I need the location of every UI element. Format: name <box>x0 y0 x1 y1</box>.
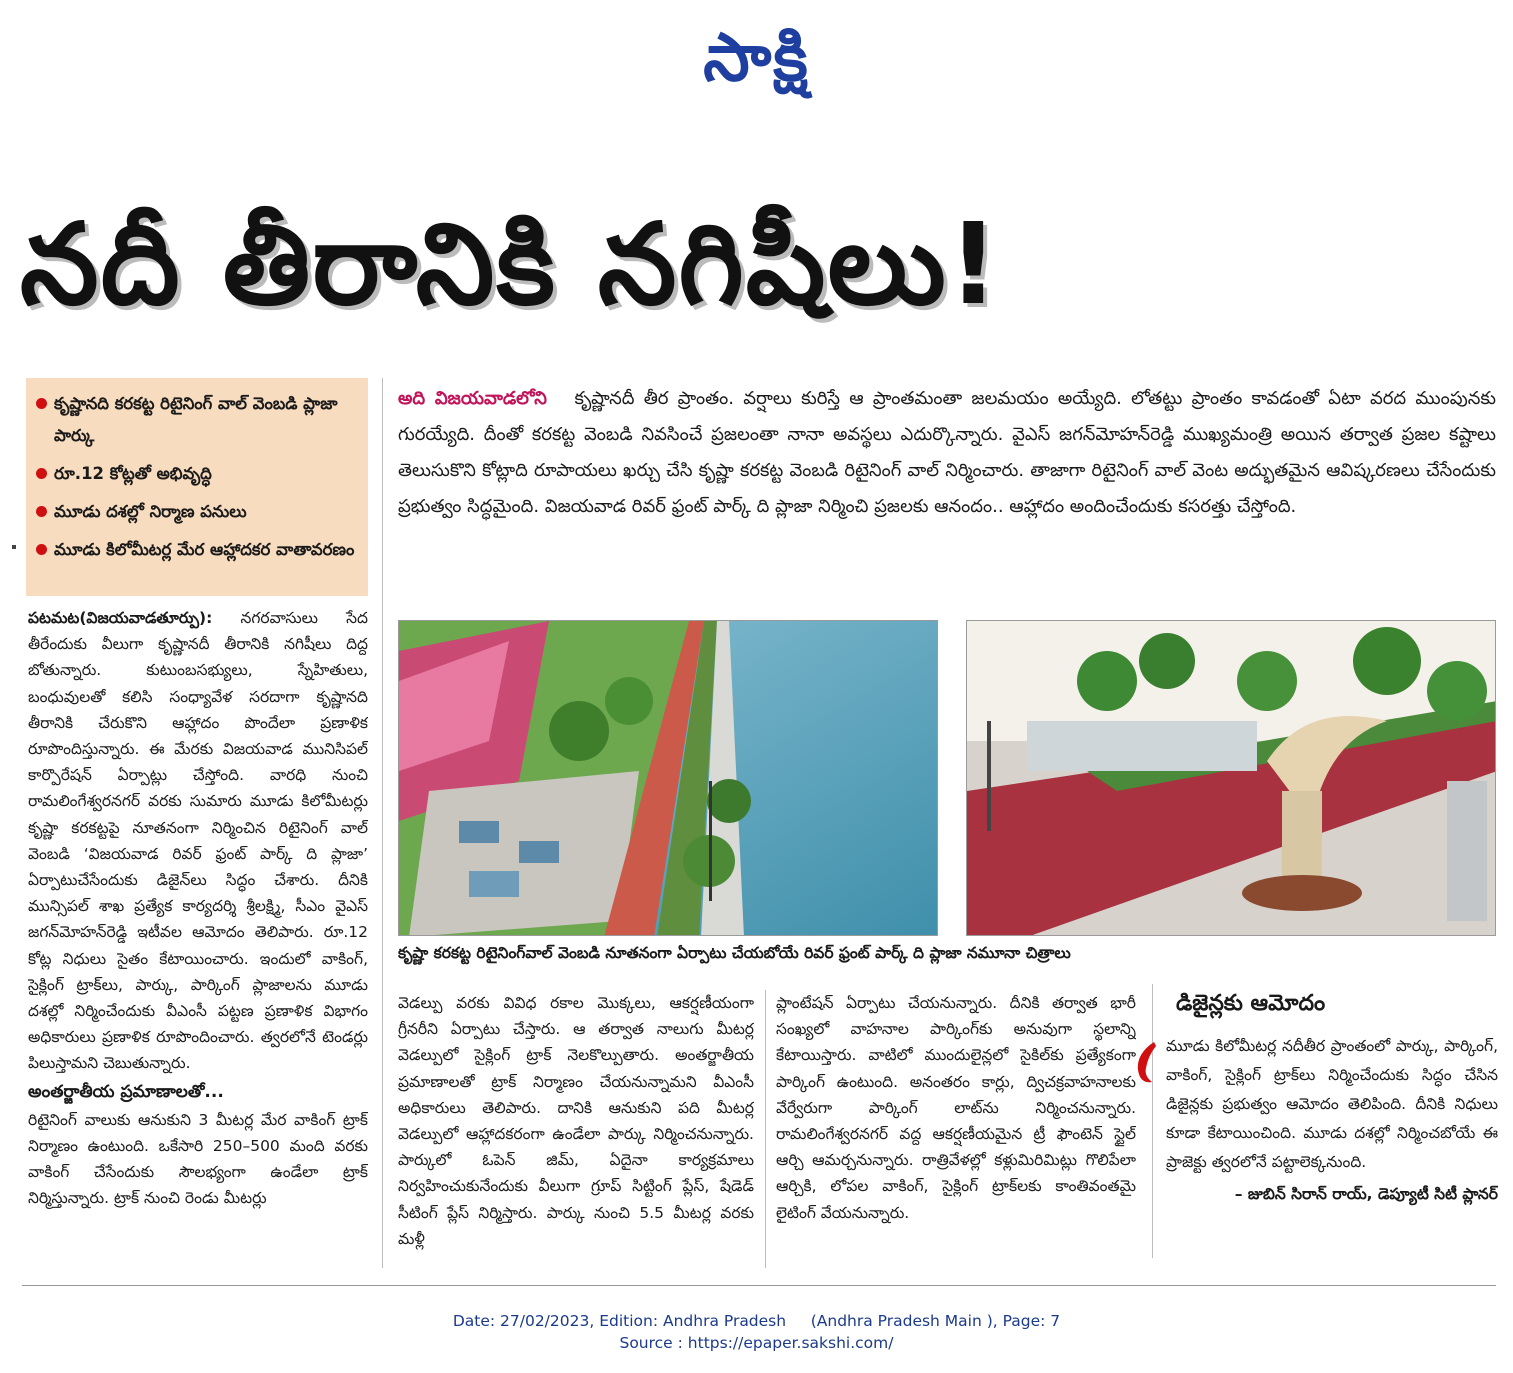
headline: నదీ తీరానికి నగిషీలు! <box>20 200 1001 330</box>
highlight-item: కృష్ణానది కరకట్ట రిటైనింగ్ వాల్ వెంబడి ప్లాజా పార్కు <box>34 388 360 452</box>
column-1-paragraph-2: రిటైనింగ్ వాలుకు ఆనుకుని 3 మీటర్ల మేర వాకింగ్ ట్రాక్ నిర్మాణం ఉంటుంది. ఒకేసారి 250–500 మంది వరకు వాకింగ్ చేసేందుకు సౌలభ్యంగా ఉండేలా ట్రాక్ నిర్మిస్తున్నారు. ట్రాక్ నుంచి రెండు మీటర్లు <box>28 1110 368 1208</box>
plaza-tree-arch-photo <box>966 620 1496 936</box>
column-2-text: వెడల్పు వరకు వివిధ రకాల మొక్కలు, ఆకర్షణీయంగా గ్రీనరీని ఏర్పాటు చేస్తారు. ఆ తర్వాత నాలుగు మీటర్ల వెడల్పులో సైక్లింగ్ ట్రాక్ నెలకొల్పుతారు. అంతర్జాతీయ ప్రమాణాలతో ట్రాక్ నిర్మాణం చేయనున్నామని వీఎంసీ అధికారులు తెలిపారు. దానికి ఆనుకుని పది మీటర్ల వెడల్పులో ఆహ్లాదకరంగా ఉండేలా పార్కు నిర్మించనున్నారు. పార్కులో ఓపెన్ జిమ్, ఏదైనా కార్యక్రమాలు నిర్వహించుకునేందుకు వీలుగా గ్రూప్ సిట్టింగ్ ప్లేస్, షేడెడ్ సీటింగ్ ప్లేస్ నిర్మిస్తారు. పార్కు నుంచి 5.5 మీటర్ల వరకు మళ్లీ <box>398 994 754 1248</box>
column-3-text: ప్లాంటేషన్ ఏర్పాటు చేయనున్నారు. దీనికి తర్వాత భారీ సంఖ్యలో వాహనాల పార్కింగ్‌కు అనువుగా స్థలాన్ని కేటాయిస్తారు. వాటిలో ముందులైన్లలో సైకిల్‌కు ప్రత్యేకంగా పార్కింగ్ ఉంటుంది. అనంతరం కార్లు, ద్విచక్రవాహనాలకు వేర్వేరుగా పార్కింగ్ లాట్‌ను నిర్మించనున్నారు. రామలింగేశ్వరనగర్ వద్ద ఆకర్షణీయమైన ట్రీ ఫౌంటెన్ స్టైల్ ఆర్చి ఆమర్చనున్నారు. రాత్రివేళల్లో కళ్లుమిరిమిట్లు గొలిపేలా ఆర్చికి, లోపల వాకింగ్, సైక్లింగ్ ట్రాక్‌లకు కాంతివంతమై లైటింగ్ వేయనున్నారు. <box>776 994 1136 1222</box>
footer-edition-info: Date: 27/02/2023, Edition: Andhra Pradesh (Andhra Pradesh Main ), Page: 7 <box>452 1312 1061 1330</box>
sidebar-quote: మూడు కిలోమీటర్ల నదీతీర ప్రాంతంలో పార్కు, పార్కింగ్, వాకింగ్, సైక్లింగ్ ట్రాక్‌లు నిర్మించేందుకు సిద్ధం చేసిన డిజైన్లకు ప్రభుత్వం ఆమోదం తెలిపింది. దీనికి నిధులు కూడా కేటాయించింది. మూడు దశల్లో నిర్మించబోయే ఈ ప్రాజెక్టు త్వరలోనే పట్టాలెక్కనుంది. <box>1166 1037 1498 1171</box>
article-column-2 <box>398 990 754 1270</box>
column-divider <box>382 378 383 1268</box>
highlight-item: రూ.12 కోట్లతో అభివృద్ధి <box>34 458 360 490</box>
plaza-illustration <box>967 621 1496 936</box>
footer-source: Source : https://epaper.sakshi.com/ <box>619 1334 894 1352</box>
column-divider <box>765 990 766 1268</box>
sidebar-attribution: – జుబిన్ సిరాన్ రాయ్, డెప్యూటీ సిటీ ప్లానర్ <box>1234 1185 1498 1203</box>
dateline: పటమట(విజయవాడతూర్పు): <box>28 609 213 627</box>
article-column-1 <box>28 605 368 1265</box>
column-1-paragraph-1: నగరవాసులు సేద తీరేందుకు వీలుగా కృష్ణానదీ తీరానికి నగిషీలు దిద్ద బోతున్నారు. కుటుంబసభ్యులు, స్నేహితులు, బంధువులతో కలిసి సంధ్యావేళ సరదాగా కృష్ణానది తీరానికి చేరుకొని ఆహ్లాదం పొందేలా ప్రణాళిక రూపొందిస్తున్నారు. ఈ మేరకు విజయవాడ మునిసిపల్ కార్పొరేషన్ ఏర్పాట్లు చేస్తోంది. వారధి నుంచి రామలింగేశ్వరనగర్ వరకు సుమారు మూడు కిలోమీటర్లు కృష్ణా కరకట్టపై నూతనంగా నిర్మించిన రిటైనింగ్ వాల్ వెంబడి ‘విజయవాడ రివర్ ఫ్రంట్ పార్క్ ది ప్లాజా’ ఏర్పాటుచేసేందుకు డిజైన్‌లు సిద్ధం చేశారు. దీనికి మున్సిపల్ శాఖ ప్రత్యేక కార్యదర్శి శ్రీలక్ష్మి, సీఎం వైఎస్ జగన్‌మోహన్‌రెడ్డి ఇటీవల ఆమోదం తెలిపారు. రూ.12 కోట్ల నిధులు సైతం కేటాయించారు. ఇందులో వాకింగ్, సైక్లింగ్ ట్రాక్‌లు, పార్కు, పార్కింగ్ ప్లాజాలను మూడు దశల్లో నిర్మించేందుకు వీఎంసీ పట్టణ ప్రణాళిక విభాగం అధికారులు ప్రణాళిక రూపొందించారు. త్వరలోనే టెండర్లు పిలుస్తామని చెబుతున్నారు. <box>28 609 368 1073</box>
bullet-icon <box>36 544 47 555</box>
sidebar-title: డిజైన్లకు ఆమోదం <box>1176 991 1326 1016</box>
stray-mark <box>12 545 16 549</box>
sidebar-quote-box <box>1166 984 1498 1266</box>
bullet-icon <box>36 506 47 517</box>
highlight-item: మూడు దశల్లో నిర్మాణ పనులు <box>34 496 360 528</box>
highlight-item: మూడు కిలోమీటర్ల మేర ఆహ్లాదకర వాతావరణం <box>34 534 360 566</box>
quote-mark-icon <box>1134 1040 1158 1086</box>
bullet-icon <box>36 468 47 479</box>
lead-paragraph <box>398 381 1496 609</box>
photo-caption: కృష్ణా కరకట్ట రిటైనింగ్‌వాల్ వెంబడి నూతనంగా ఏర్పాటు చేయబోయే రివర్ ఫ్రంట్ పార్క్ ది ప్లాజా నమూనా చిత్రాలు <box>398 944 1071 962</box>
lead-text: కృష్ణానదీ తీర ప్రాంతం. వర్షాలు కురిస్తే ఆ ప్రాంతమంతా జలమయం అయ్యేది. లోతట్టు ప్రాంతం కావడంతో ఏటా వరద ముంపునకు గురయ్యేది. దీంతో కరకట్ట వెంబడి నివసించే ప్రజలంతా నానా అవస్థలు ఎదుర్కొన్నారు. వైఎస్ జగన్‌మోహన్‌రెడ్డి ముఖ్యమంత్రి అయిన తర్వాత ప్రజల కష్టాలు తెలుసుకొని కోట్లాది రూపాయలు ఖర్చు చేసి కృష్ణా కరకట్ట వెంబడి రిటైనింగ్ వాల్ నిర్మించారు. తాజాగా రిటైనింగ్ వాల్ వెంట అద్భుతమైన ఆవిష్కరణలు చేసేందుకు ప్రభుత్వం సిద్ధమైంది. విజయవాడ రివర్ ఫ్రంట్ పార్క్ ది ప్లాజా నిర్మించి ప్రజలకు ఆనందం.. ఆహ్లాదం అందించేందుకు కసరత్తు చేస్తోంది. <box>398 388 1496 517</box>
page-footer <box>0 1310 1513 1354</box>
footer-divider <box>22 1285 1496 1286</box>
masthead-logo: సాక్షి <box>703 19 810 96</box>
walkway-illustration <box>399 621 938 936</box>
subheading: అంతర్జాతీయ ప్రమాణాలతో... <box>28 1081 224 1102</box>
article-column-3 <box>776 990 1136 1270</box>
riverfront-walkway-photo <box>398 620 938 936</box>
column-divider <box>1152 984 1153 1258</box>
highlights-box <box>26 378 368 596</box>
lead-kicker: అది విజయవాడలోని <box>398 388 547 409</box>
bullet-icon <box>36 398 47 409</box>
